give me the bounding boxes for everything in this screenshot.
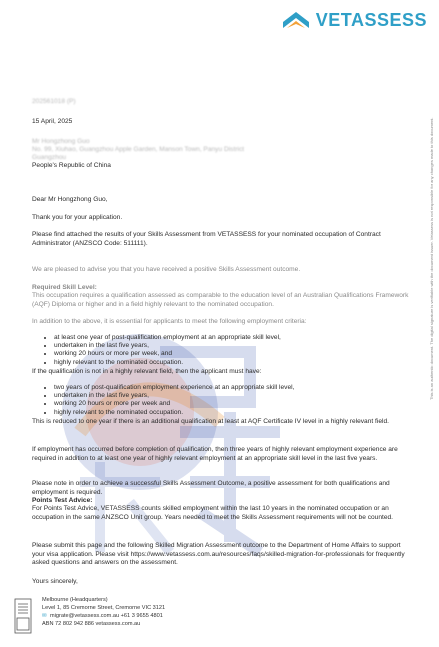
required-text: This occupation requires a qualification assessed as comparable to the education level of an Australian Qualifications Framework (AQF) Diploma or higher and in a field highly relevant to the nominated occupation. — [32, 292, 409, 308]
prior-employment-text: If employment has occurred before completion of qualification, then three years of highly relevant employment experience are required in addition to at least one year of highly relevant employment at an appropriate skill level in the last five years. — [32, 446, 398, 462]
list-item: • working 20 hours or more per week and — [54, 400, 414, 408]
reduced-text: This is reduced to one year if there is an additional qualification at least at AQF Certificate IV level in a highly relevant field. — [32, 418, 389, 425]
outcome-line: We are pleased to advise you that you have received a positive Skills Assessment outcome. — [32, 266, 301, 273]
points-text: For Points Test Advice, VETASSESS counts skilled employment within the last 10 years in the nominated occupation or an occupation in the same ANZSCO Unit group. Years needed to meet the Skills Assessment requirements will not be counted. — [32, 505, 394, 521]
footer-street: Level 1, 85 Cremorne Street, Cremorne VIC 3121 — [42, 605, 166, 611]
closing: Yours sincerely, — [32, 578, 78, 585]
intro-paragraph: Please find attached the results of your Skills Assessment from VETASSESS for your nominated occupation of Contract Administrator (ANZSCO Code: 511111). — [32, 231, 381, 247]
list-item: • highly relevant to the nominated occupation. — [54, 359, 414, 367]
list-item: • working 20 hours or more per week, and — [54, 350, 414, 358]
required-heading: Required Skill Level: — [32, 284, 97, 291]
certification-badge-icon — [14, 598, 32, 634]
criteria-list-2 — [32, 384, 414, 417]
points-heading: Points Test Advice: — [32, 497, 93, 504]
list-item: • highly relevant to the nominated occupation. — [54, 409, 414, 417]
recipient-country: People's Republic of China — [32, 162, 111, 169]
recipient-street: No. 99, Xiuhao, Guangzhou Apple Garden, Manson Town, Panyu District — [32, 146, 245, 153]
recipient-city: Guangzhou — [32, 154, 67, 161]
footer-abn: ABN 72 802 942 886 vetassess.com.au — [42, 621, 141, 627]
reference-number: 202561018 (P) — [32, 98, 76, 105]
footer-address: Melbourne (Headquarters) — [42, 597, 108, 603]
list-item: • at least one year of post-qualification employment at an appropriate skill level, — [54, 334, 414, 342]
salutation: Dear Mr Hongzhong Guo, — [32, 196, 108, 203]
criteria-list-1 — [32, 334, 414, 367]
footer-contact[interactable]: migrate@vetassess.com.au +61 3 9655 4801 — [50, 613, 163, 619]
side-authenticity-note: This is an authentic document. The digital signature is verifiable with the document issuer. Vetassess is not responsible for any changes made to this document. — [429, 117, 434, 400]
list-item: • undertaken in the last five years, — [54, 342, 414, 350]
envelope-icon: ✉ — [42, 613, 47, 619]
list-item: • undertaken in the last five years, — [54, 392, 414, 400]
addition-text: In addition to the above, it is essential for applicants to meet the following employment criteria: — [32, 318, 307, 325]
footer — [14, 596, 414, 640]
brand-name: VETASSESS — [315, 9, 427, 30]
submit-text: Please submit this page and the following Skilled Migration Assessment outcome to the Department of Home Affairs to support your visa application. Please visit https://www.vetassess.com.au/resources/faqs/skilled-migration-for-professionals for frequently asked questions and answers on the assessment. — [32, 542, 405, 567]
letter-date: 15 April, 2025 — [32, 118, 73, 125]
not-relevant-text: If the qualification is not in a highly relevant field, then the applicant must have: — [32, 368, 262, 375]
logo-chevron-icon — [281, 8, 311, 32]
thanks-line: Thank you for your application. — [32, 214, 123, 221]
note-text: Please note in order to achieve a successful Skills Assessment Outcome, a positive assessment for both qualifications and employment is required. — [32, 480, 390, 496]
vetassess-logo — [281, 8, 427, 32]
recipient-name: Mr Hongzhong Guo — [32, 138, 90, 145]
list-item: • two years of post-qualification employment experience at an appropriate skill level, — [54, 384, 414, 392]
